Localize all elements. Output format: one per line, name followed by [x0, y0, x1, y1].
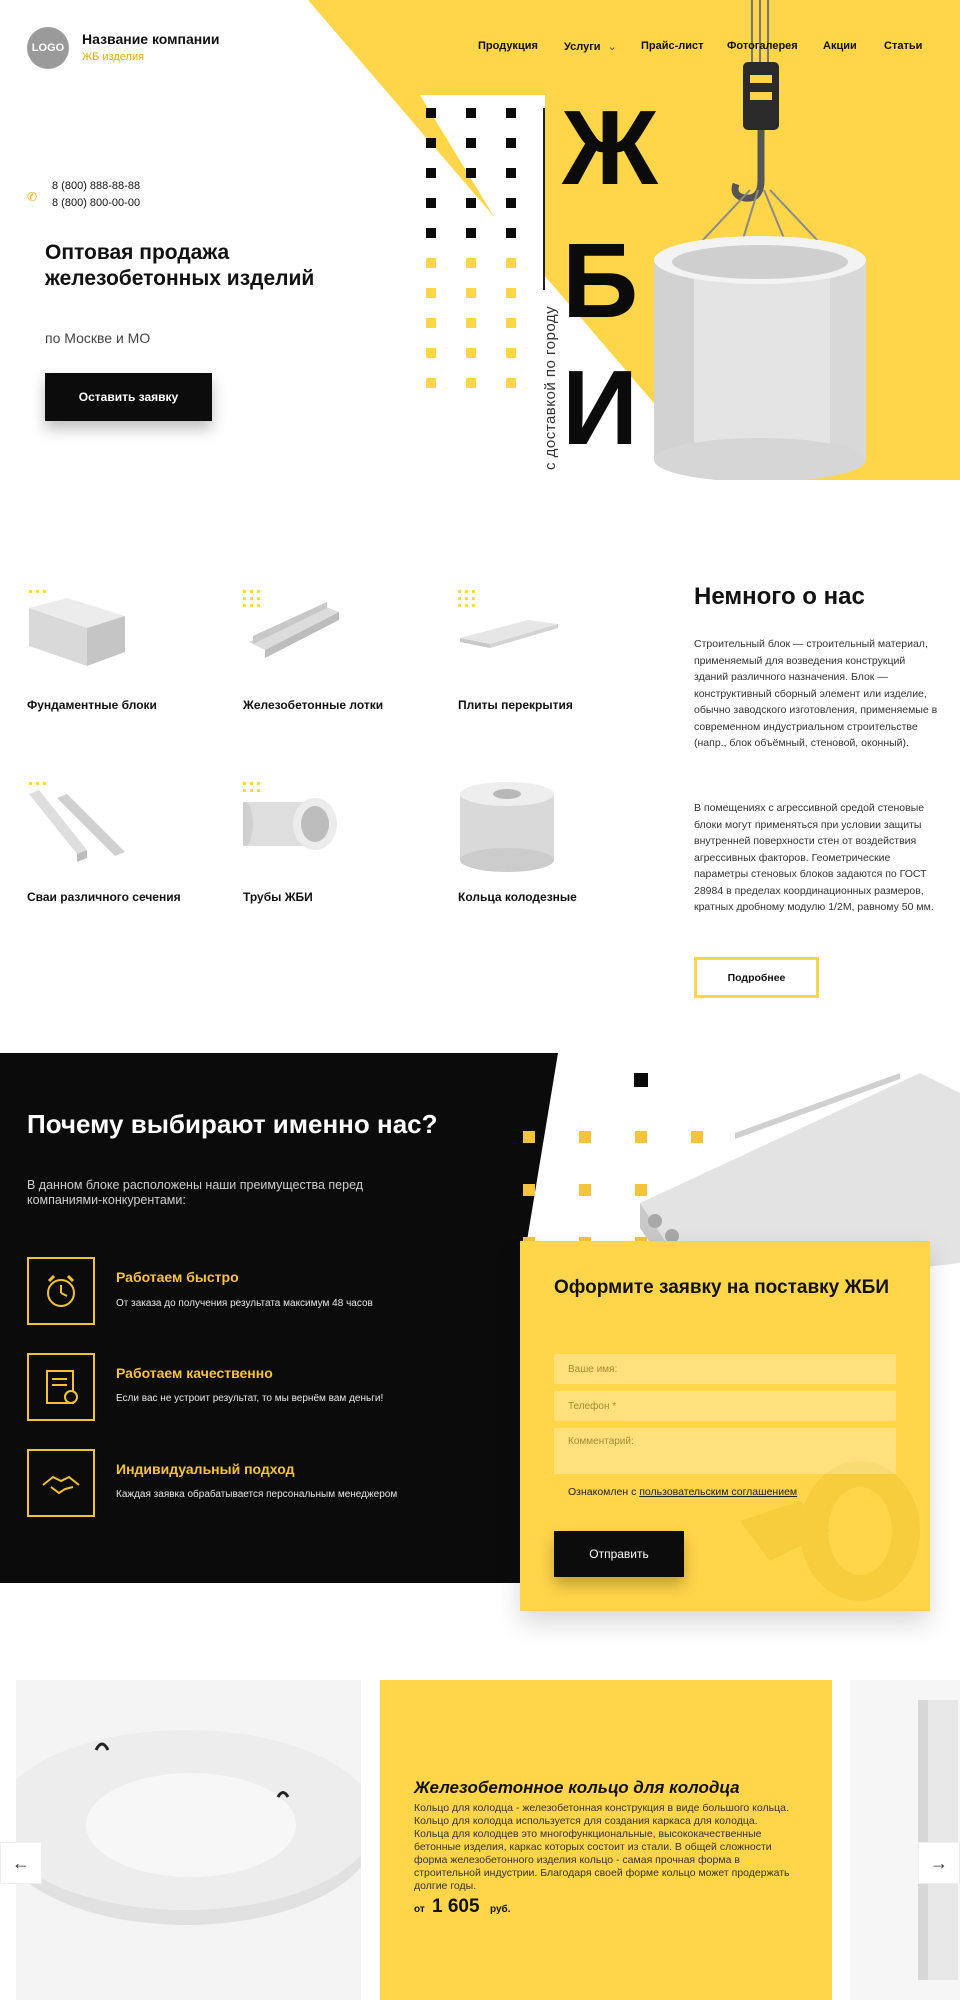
nav-item-promotions[interactable]: Акции — [823, 40, 857, 52]
phone-number-1[interactable]: 8 (800) 888-88-88 — [52, 180, 141, 192]
hero-dot — [466, 318, 476, 328]
product-label-trays[interactable]: Железобетонные лотки — [243, 698, 384, 712]
feature-box-quality — [27, 1353, 95, 1421]
carousel-prev-button[interactable] — [0, 1842, 42, 1884]
submit-button[interactable]: Отправить — [554, 1531, 684, 1577]
carousel-next-button[interactable] — [918, 1842, 960, 1884]
about-paragraph-2: В помещениях с агрессивной средой стеновые блоки могут применяться при условии защиты внутренней поверхности стен от воздействия агрессивных факторов. Геометрические параметры стеновых блоков задаются по ГОСТ 28984 в пределах координационных размеров, кратных дробному модулю 1/2М, равному 50 мм. — [694, 802, 934, 913]
hero-letter-b: Б — [562, 222, 639, 340]
hero-dot — [426, 228, 436, 238]
slide-image — [16, 1680, 361, 2000]
hero-dot — [466, 198, 476, 208]
hero-dot — [426, 318, 436, 328]
agreement-text — [568, 1486, 797, 1498]
hero-dot — [426, 348, 436, 358]
why-dot — [634, 1073, 648, 1087]
hero-dot — [466, 168, 476, 178]
about-title: Немного о нас — [694, 583, 865, 610]
floor-slab-image — [458, 590, 568, 670]
hero-dot — [466, 348, 476, 358]
chevron-down-icon: ⌄ — [607, 41, 617, 53]
why-dot — [635, 1131, 647, 1143]
why-dot — [691, 1131, 703, 1143]
feature-text-fast: От заказа до получения результата максимум 48 часов — [116, 1298, 373, 1309]
price-value: 1 605 — [432, 1896, 480, 1917]
hero-dot — [506, 168, 516, 178]
why-dot — [635, 1184, 647, 1196]
hero-letter-zh: Ж — [562, 89, 658, 207]
phone-input[interactable] — [554, 1391, 896, 1421]
price-prefix: от — [414, 1904, 425, 1915]
feature-title-individual: Индивидуальный подход — [116, 1461, 295, 1477]
product-card-well-rings[interactable] — [458, 782, 658, 872]
product-label-pipes[interactable]: Трубы ЖБИ — [243, 890, 313, 904]
hero-dot — [466, 288, 476, 298]
user-agreement-link[interactable]: пользовательским соглашением — [639, 1486, 798, 1498]
crane-ring-image — [640, 0, 880, 480]
feature-title-fast: Работаем быстро — [116, 1269, 239, 1285]
product-card-foundation-blocks[interactable] — [27, 590, 227, 670]
hero-dot — [426, 198, 436, 208]
agreement-prefix: Ознакомлен с — [568, 1486, 640, 1498]
product-card-trays[interactable] — [243, 590, 443, 670]
hero-dot — [426, 258, 436, 268]
hero-dot — [506, 258, 516, 268]
nav-item-gallery[interactable]: Фотогалерея — [727, 40, 798, 52]
phone-icon: ✆ — [27, 190, 38, 204]
hero-dot — [506, 108, 516, 118]
why-title: Почему выбирают именно нас? — [27, 1109, 438, 1139]
hero-dot — [466, 378, 476, 388]
concrete-tray-image — [243, 590, 353, 670]
hero-dot — [426, 168, 436, 178]
hero-dot — [506, 228, 516, 238]
order-form — [520, 1241, 930, 1611]
alarm-clock-icon — [29, 1259, 93, 1323]
why-dot — [523, 1184, 535, 1196]
company-subtitle: ЖБ изделия — [82, 51, 145, 63]
product-label-piles[interactable]: Сваи различного сечения — [27, 890, 181, 904]
foundation-block-image — [27, 590, 137, 670]
price-currency: руб. — [490, 1904, 511, 1915]
nav-item-articles[interactable]: Статьи — [884, 40, 923, 52]
hero-dot — [466, 228, 476, 238]
about-paragraph-1: Строительный блок — строительный материал, применяемый для возведения конструкций зданий различного назначения. Блок — конструктивный сборный элемент или изделие, обычно заводского изготовления, применяемые в современном индустриальном строительстве (напр., блок объёмный, стеновой, оконный). — [694, 638, 938, 749]
nav-item-products[interactable]: Продукция — [478, 40, 538, 52]
handshake-icon — [29, 1451, 93, 1515]
nav-item-price-list[interactable]: Прайс-лист — [641, 40, 704, 52]
product-label-slabs[interactable]: Плиты перекрытия — [458, 698, 573, 712]
feature-box-individual — [27, 1449, 95, 1517]
hero-dot — [506, 138, 516, 148]
why-dot — [579, 1184, 591, 1196]
comment-input[interactable] — [554, 1428, 896, 1474]
slide-description: Кольцо для колодца - железобетонная конструкция в виде большого кольца. Кольцо для колодца используется для создания каркаса для колодца. Кольца для колодцев это многофункциональные, высококачественные бетонные изделия, каркас которых состоит из стали. В общей сложности форма железобетонного изделия кольцо - самая прочная форма в строительной индустрии. Благодаря своей форме кольцо может продержать долгие годы. — [414, 1802, 790, 1892]
concrete-piles-image — [27, 782, 137, 862]
nav-item-services[interactable] — [564, 40, 617, 53]
logo[interactable]: LOGO — [27, 27, 69, 69]
why-dot — [579, 1131, 591, 1143]
next-slide-image — [850, 1680, 960, 2000]
hero-dot — [466, 138, 476, 148]
hero-section — [0, 0, 960, 480]
feature-text-quality: Если вас не устроит результат, то мы вернём вам деньги! — [116, 1393, 384, 1404]
feature-text-individual: Каждая заявка обрабатывается персональным менеджером — [116, 1489, 398, 1500]
why-dot — [523, 1131, 535, 1143]
well-ring-slide-image — [16, 1680, 361, 2000]
slide-title: Железобетонное кольцо для колодца — [414, 1778, 740, 1797]
nav-item-services-label: Услуги — [564, 41, 601, 53]
product-label-well-rings[interactable]: Кольца колодезные — [458, 890, 577, 904]
hero-dot — [426, 288, 436, 298]
hero-vertical-caption: с доставкой по городу — [542, 305, 559, 470]
why-subtitle: В данном блоке расположены наши преимущества перед компаниями-конкурентами: — [27, 1178, 364, 1207]
hero-dot — [506, 378, 516, 388]
hero-divider — [543, 108, 545, 290]
hero-dot — [426, 378, 436, 388]
hero-dot — [466, 258, 476, 268]
hero-dot — [466, 108, 476, 118]
arrow-left-icon: ← — [12, 1852, 30, 1873]
hero-dot — [506, 318, 516, 328]
hero-dot — [506, 348, 516, 358]
product-label-foundation-blocks[interactable]: Фундаментные блоки — [27, 698, 157, 712]
hero-dot — [426, 138, 436, 148]
hero-letter-i: И — [562, 355, 639, 467]
well-ring-image — [458, 782, 568, 872]
hero-dot — [506, 288, 516, 298]
product-card-pipes[interactable] — [243, 782, 443, 862]
products-grid — [0, 560, 660, 920]
company-name: Название компании — [82, 31, 220, 47]
concrete-pipe-image — [243, 782, 353, 862]
form-title: Оформите заявку на поставку ЖБИ — [554, 1277, 889, 1298]
feature-box-fast — [27, 1257, 95, 1325]
leave-request-button[interactable]: Оставить заявку — [45, 373, 212, 421]
product-card-piles[interactable] — [27, 782, 227, 862]
feature-title-quality: Работаем качественно — [116, 1365, 273, 1381]
product-card-slabs[interactable] — [458, 590, 658, 670]
hero-dot — [506, 198, 516, 208]
phone-number-2[interactable]: 8 (800) 800-00-00 — [52, 197, 141, 209]
hero-dot — [426, 108, 436, 118]
certificate-icon — [29, 1355, 93, 1419]
slide-info-card — [380, 1680, 832, 2000]
more-button[interactable]: Подробнее — [694, 957, 819, 998]
hero-subtitle: по Москве и МО — [45, 330, 151, 346]
arrow-right-icon: → — [930, 1852, 948, 1873]
next-slide-preview — [850, 1680, 960, 2000]
hero-title: Оптовая продажа железобетонных изделий — [45, 241, 315, 290]
name-input[interactable] — [554, 1354, 896, 1384]
